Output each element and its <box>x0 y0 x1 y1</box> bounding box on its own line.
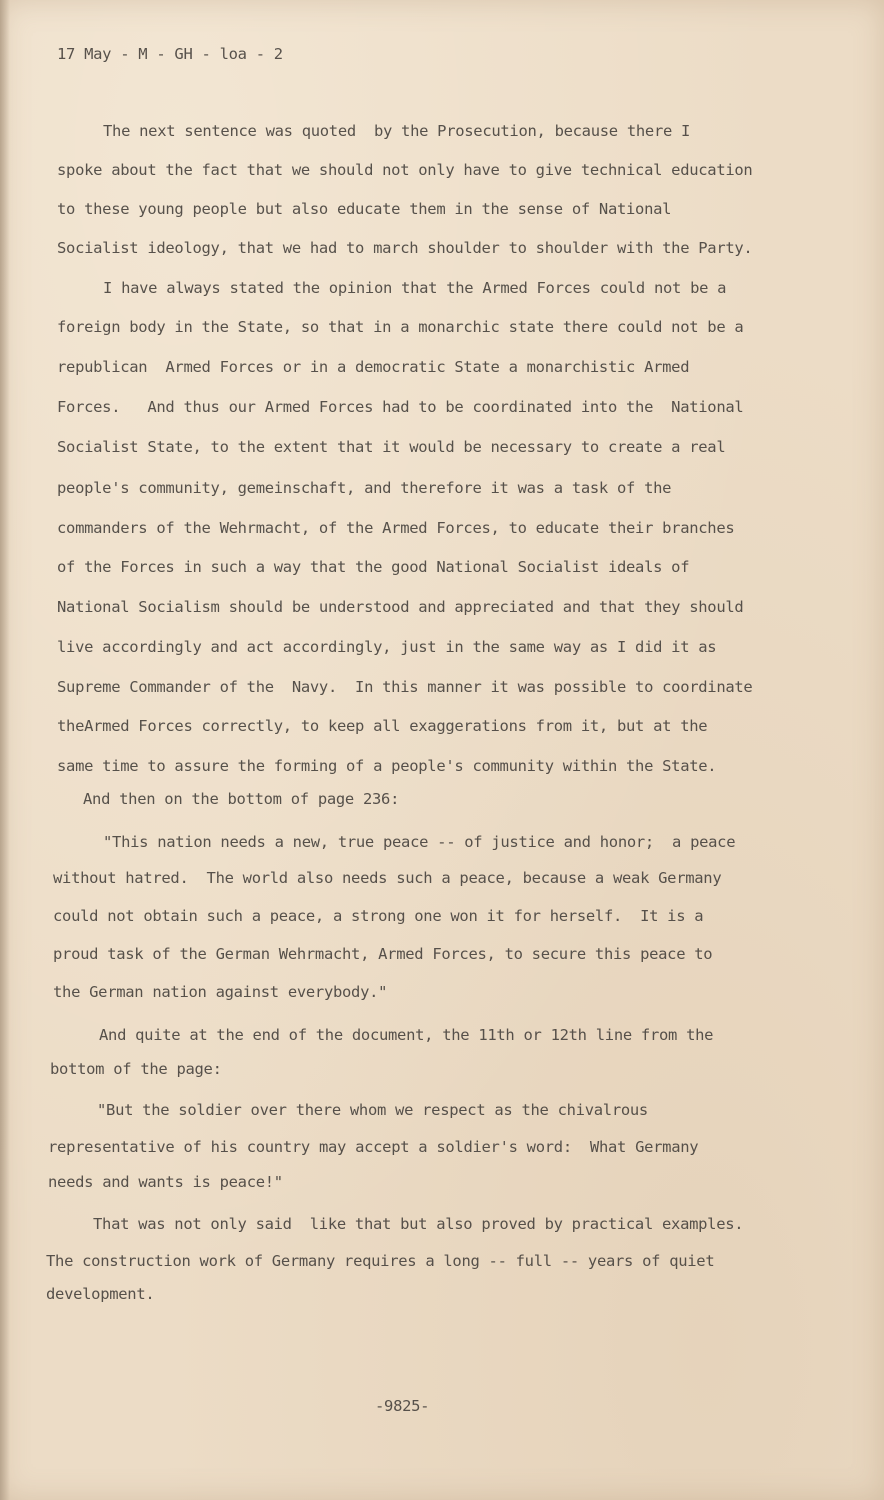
text-line-16: theArmed Forces correctly, to keep all exaggerations from it, but at the <box>57 717 708 735</box>
quote2-line-3: needs and wants is peace!" <box>48 1173 283 1191</box>
text-line-7: republican Armed Forces or in a democratic State a monarchistic Armed <box>57 358 690 376</box>
text-line-10: people's community, gemeinschaft, and therefore it was a task of the <box>57 479 672 497</box>
page-header: 17 May - M - GH - loa - 2 <box>57 45 283 63</box>
quote2-line-1: "But the soldier over there whom we respect as the chivalrous <box>97 1101 648 1119</box>
text-line-24: And quite at the end of the document, the 11th or 12th line from the <box>99 1026 714 1044</box>
quote-line-3: could not obtain such a peace, a strong one won it for herself. It is a <box>53 907 704 925</box>
text-line-11: commanders of the Wehrmacht, of the Armed Forces, to educate their branches <box>57 519 735 537</box>
text-line-29: That was not only said like that but also proved by practical examples. <box>93 1215 744 1233</box>
text-line-14: live accordingly and act accordingly, just in the same way as I did it as <box>57 638 717 656</box>
text-line-1: The next sentence was quoted by the Prosecution, because there I <box>103 122 691 140</box>
text-line-9: Socialist State, to the extent that it would be necessary to create a real <box>57 438 726 456</box>
quote2-line-2: representative of his country may accept a soldier's word: What Germany <box>48 1138 699 1156</box>
text-line-5: I have always stated the opinion that the Armed Forces could not be a <box>103 279 727 297</box>
text-line-18: And then on the bottom of page 236: <box>83 790 400 808</box>
text-line-2: spoke about the fact that we should not only have to give technical education <box>57 161 753 179</box>
text-line-25: bottom of the page: <box>50 1060 222 1078</box>
text-line-31: development. <box>46 1285 155 1303</box>
page-number: -9825- <box>375 1397 430 1415</box>
quote-line-2: without hatred. The world also needs such a peace, because a weak Germany <box>53 869 722 887</box>
text-line-12: of the Forces in such a way that the good National Socialist ideals of <box>57 558 690 576</box>
quote-line-5: the German nation against everybody." <box>53 983 388 1001</box>
text-line-6: foreign body in the State, so that in a monarchic state there could not be a <box>57 318 744 336</box>
quote-line-4: proud task of the German Wehrmacht, Armed Forces, to secure this peace to <box>53 945 713 963</box>
text-line-8: Forces. And thus our Armed Forces had to be coordinated into the National <box>57 398 744 416</box>
text-line-13: National Socialism should be understood and appreciated and that they should <box>57 598 744 616</box>
text-line-30: The construction work of Germany requires a long -- full -- years of quiet <box>46 1252 715 1270</box>
text-line-15: Supreme Commander of the Navy. In this manner it was possible to coordinate <box>57 678 753 696</box>
text-line-17: same time to assure the forming of a people's community within the State. <box>57 757 717 775</box>
quote-line-1: "This nation needs a new, true peace -- of justice and honor; a peace <box>103 833 736 851</box>
text-line-3: to these young people but also educate them in the sense of National <box>57 200 672 218</box>
page-left-edge <box>0 0 10 1500</box>
text-line-4: Socialist ideology, that we had to march shoulder to shoulder with the Party. <box>57 239 753 257</box>
